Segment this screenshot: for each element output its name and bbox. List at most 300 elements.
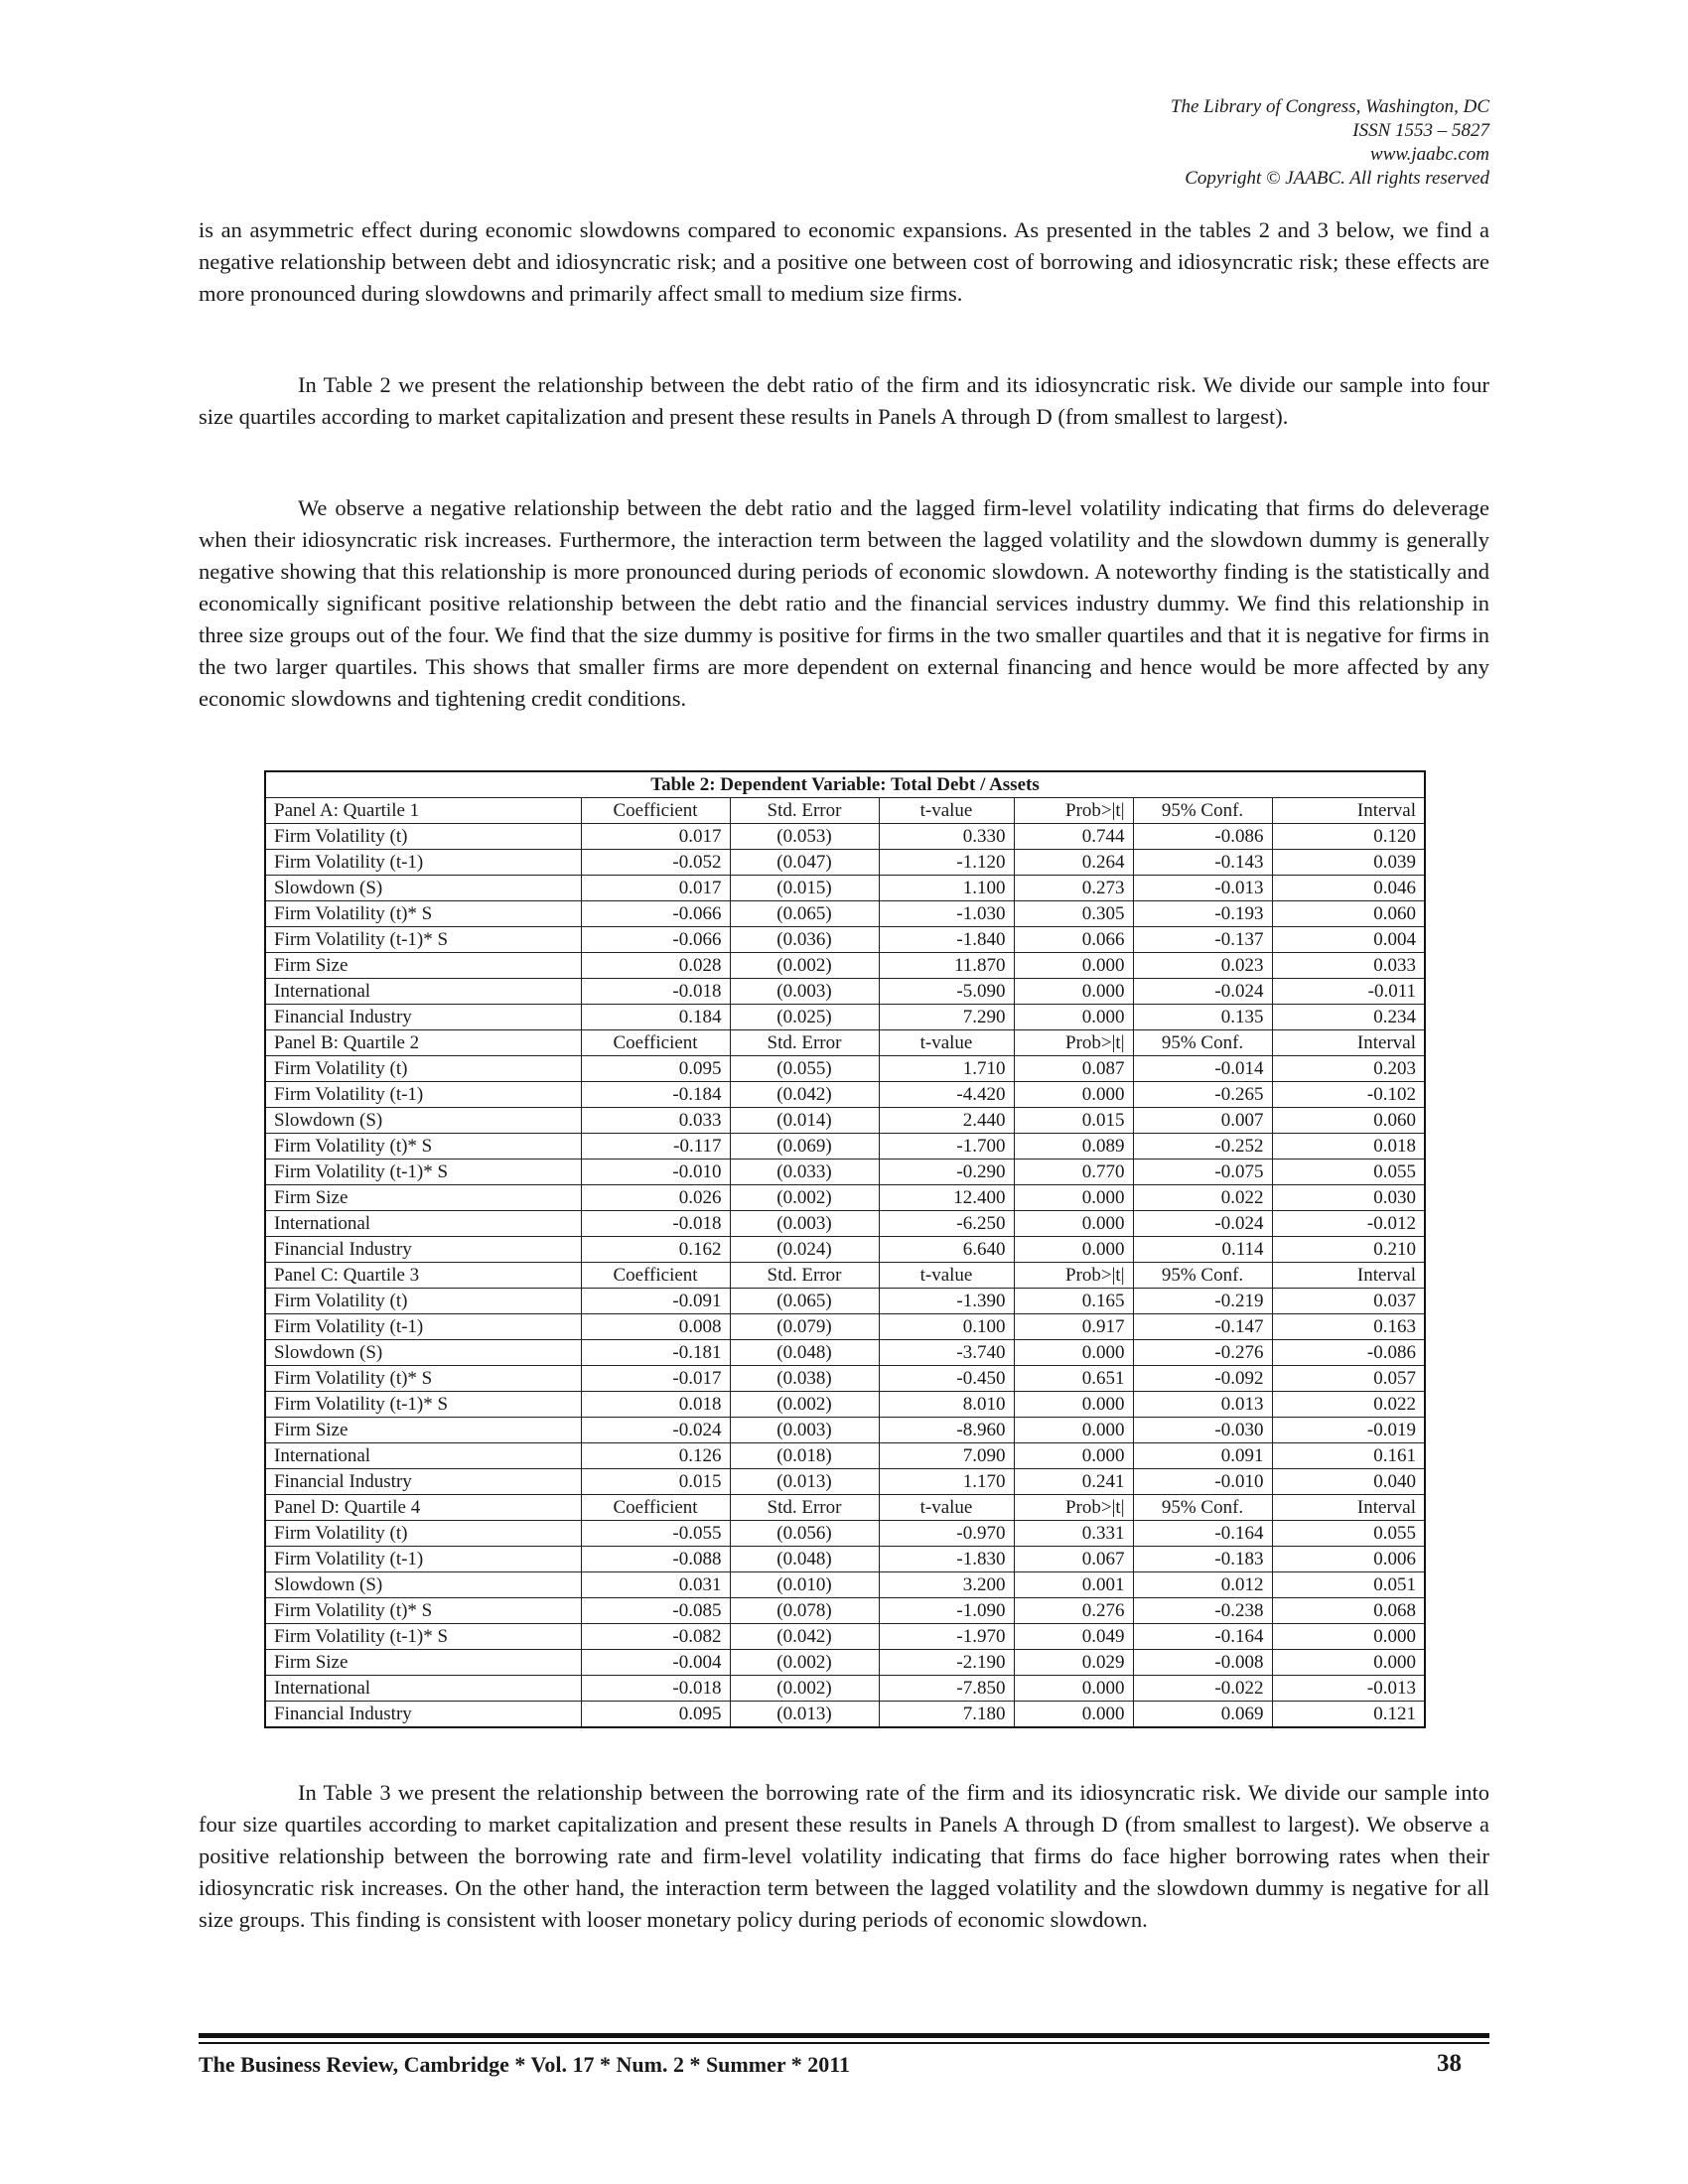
table-cell: -0.082 (581, 1624, 730, 1650)
table-cell: 0.000 (1014, 1082, 1133, 1108)
row-label: Firm Volatility (t-1)* S (265, 927, 581, 953)
table-row (265, 1547, 1425, 1572)
table-cell: 0.770 (1014, 1160, 1133, 1185)
table-cell: -0.086 (1272, 1340, 1425, 1366)
journal-header (1171, 95, 1489, 191)
panel-header-row (265, 1263, 1425, 1289)
table-cell: 0.051 (1272, 1572, 1425, 1598)
row-label: Firm Size (265, 953, 581, 979)
table-cell: 0.273 (1014, 876, 1133, 901)
table-row (265, 1134, 1425, 1160)
table-cell: 0.184 (581, 1005, 730, 1030)
table-cell: 0.013 (1133, 1392, 1272, 1418)
table-cell: 0.004 (1272, 927, 1425, 953)
table-cell: 0.031 (581, 1572, 730, 1598)
paragraph-intro-continuation: is an asymmetric effect during economic slowdowns compared to economic expansions. As presented in the tables 2 and 3 below, we find a negative relationship between debt and idiosyncratic risk; and a positive one between cost of borrowing and idiosyncratic risk; these effects are more pronounced during slowdowns and primarily affect small to medium size firms. (199, 217, 1489, 306)
table-cell: -0.184 (581, 1082, 730, 1108)
table-row (265, 1469, 1425, 1495)
table-cell: (0.002) (730, 1392, 879, 1418)
regression-results-table (264, 770, 1426, 1728)
column-header: t-value (879, 1030, 1014, 1056)
table-cell: (0.002) (730, 1185, 879, 1211)
table-cell: 0.264 (1014, 850, 1133, 876)
row-label: Firm Volatility (t) (265, 1521, 581, 1547)
table-cell: 0.017 (581, 876, 730, 901)
table-cell: 0.012 (1133, 1572, 1272, 1598)
table-cell: 0.057 (1272, 1366, 1425, 1392)
table-cell: -0.004 (581, 1650, 730, 1676)
table-cell: -0.091 (581, 1289, 730, 1314)
table-cell: 0.089 (1014, 1134, 1133, 1160)
table-cell: 0.000 (1272, 1624, 1425, 1650)
table-row (265, 1160, 1425, 1185)
table-cell: 0.030 (1272, 1185, 1425, 1211)
table-cell: 0.015 (581, 1469, 730, 1495)
table-row (265, 1211, 1425, 1237)
header-website-line: www.jaabc.com (1370, 144, 1489, 165)
header-issn-line: ISSN 1553 – 5827 (1352, 120, 1489, 141)
table-cell: -0.088 (581, 1547, 730, 1572)
table-cell: (0.048) (730, 1340, 879, 1366)
table-cell: 0.165 (1014, 1289, 1133, 1314)
row-label: International (265, 979, 581, 1005)
table-cell: 1.710 (879, 1056, 1014, 1082)
row-label: Financial Industry (265, 1469, 581, 1495)
table-cell: 0.095 (581, 1702, 730, 1728)
table-cell: -0.450 (879, 1366, 1014, 1392)
table-cell: -0.086 (1133, 824, 1272, 850)
table-row (265, 1676, 1425, 1702)
column-header: Coefficient (581, 1030, 730, 1056)
table-row (265, 1521, 1425, 1547)
table-cell: (0.055) (730, 1056, 879, 1082)
table-cell: -7.850 (879, 1676, 1014, 1702)
table-cell: 0.305 (1014, 901, 1133, 927)
table-cell: 0.022 (1272, 1392, 1425, 1418)
table-cell: (0.003) (730, 1418, 879, 1443)
table-cell: 11.870 (879, 953, 1014, 979)
table-cell: -0.970 (879, 1521, 1014, 1547)
table-cell: (0.013) (730, 1702, 879, 1728)
table-cell: -0.010 (581, 1160, 730, 1185)
table-row (265, 1702, 1425, 1728)
table-cell: -1.030 (879, 901, 1014, 927)
table-row (265, 953, 1425, 979)
table-cell: 0.091 (1133, 1443, 1272, 1469)
table-cell: 0.000 (1014, 1702, 1133, 1728)
table-cell: 12.400 (879, 1185, 1014, 1211)
column-header: 95% Conf. (1133, 798, 1272, 824)
row-label: Firm Volatility (t-1) (265, 1082, 581, 1108)
row-label: Financial Industry (265, 1005, 581, 1030)
table-body (265, 798, 1425, 1728)
table-cell: (0.047) (730, 850, 879, 876)
table-cell: 0.330 (879, 824, 1014, 850)
table-cell: -0.014 (1133, 1056, 1272, 1082)
table-cell: (0.002) (730, 953, 879, 979)
table-cell: 0.120 (1272, 824, 1425, 850)
table-row (265, 1056, 1425, 1082)
table-cell: 0.276 (1014, 1598, 1133, 1624)
row-label: Firm Volatility (t-1)* S (265, 1392, 581, 1418)
row-label: Financial Industry (265, 1702, 581, 1728)
table-row (265, 1418, 1425, 1443)
table-cell: -0.102 (1272, 1082, 1425, 1108)
table-cell: -0.290 (879, 1160, 1014, 1185)
results-table-container (264, 770, 1424, 1728)
table-cell: 0.037 (1272, 1289, 1425, 1314)
table-cell: (0.003) (730, 1211, 879, 1237)
table-cell: -0.013 (1133, 876, 1272, 901)
table-cell: 7.290 (879, 1005, 1014, 1030)
table-cell: 0.055 (1272, 1160, 1425, 1185)
table-cell: 0.023 (1133, 953, 1272, 979)
column-header: Interval (1272, 1263, 1425, 1289)
table-cell: 0.210 (1272, 1237, 1425, 1263)
table-cell: 0.069 (1133, 1702, 1272, 1728)
header-copyright-line: Copyright © JAABC. All rights reserved (1185, 168, 1489, 189)
column-header: Std. Error (730, 1495, 879, 1521)
table-cell: 0.018 (1272, 1134, 1425, 1160)
table-cell: -1.830 (879, 1547, 1014, 1572)
table-cell: -0.117 (581, 1134, 730, 1160)
column-header: Prob>|t| (1014, 1030, 1133, 1056)
column-header: 95% Conf. (1133, 1495, 1272, 1521)
table-cell: 0.060 (1272, 901, 1425, 927)
table-cell: 0.068 (1272, 1598, 1425, 1624)
table-cell: 3.200 (879, 1572, 1014, 1598)
table-cell: (0.025) (730, 1005, 879, 1030)
table-row (265, 1650, 1425, 1676)
table-cell: -0.018 (581, 1211, 730, 1237)
row-label: Firm Volatility (t)* S (265, 1598, 581, 1624)
table-cell: 0.008 (581, 1314, 730, 1340)
column-header: Prob>|t| (1014, 1495, 1133, 1521)
row-label: Firm Volatility (t) (265, 824, 581, 850)
table-cell: 0.135 (1133, 1005, 1272, 1030)
table-cell: -0.010 (1133, 1469, 1272, 1495)
table-cell: (0.014) (730, 1108, 879, 1134)
table-cell: (0.065) (730, 901, 879, 927)
table-cell: -6.250 (879, 1211, 1014, 1237)
table-row (265, 876, 1425, 901)
table-cell: (0.013) (730, 1469, 879, 1495)
row-label: Firm Size (265, 1185, 581, 1211)
table-cell: -0.012 (1272, 1211, 1425, 1237)
table-cell: 0.066 (1014, 927, 1133, 953)
table-cell: -0.164 (1133, 1521, 1272, 1547)
table-cell: (0.003) (730, 979, 879, 1005)
table-cell: (0.010) (730, 1572, 879, 1598)
table-cell: 0.161 (1272, 1443, 1425, 1469)
table-cell: 8.010 (879, 1392, 1014, 1418)
table-cell: -0.008 (1133, 1650, 1272, 1676)
table-row (265, 1237, 1425, 1263)
table-cell: -5.090 (879, 979, 1014, 1005)
table-cell: (0.079) (730, 1314, 879, 1340)
table-cell: -3.740 (879, 1340, 1014, 1366)
table-cell: (0.036) (730, 927, 879, 953)
table-row (265, 1082, 1425, 1108)
paragraph-table3-intro: In Table 3 we present the relationship between the borrowing rate of the firm and its idiosyncratic risk. We divide our sample into four size quartiles according to market capitalization and present these results in Panels A through D (from smallest to largest). We observe a positive relationship between the borrowing rate and firm-level volatility indicating that firms do face higher borrowing rates when their idiosyncratic risk increases. On the other hand, the interaction term between the lagged volatility and the slowdown dummy is negative for all size groups. This finding is consistent with looser monetary policy during periods of economic slowdown. (199, 1780, 1489, 1932)
paragraph-table2-findings: We observe a negative relationship between the debt ratio and the lagged firm-level volatility indicating that firms do deleverage when their idiosyncratic risk increases. Furthermore, the interaction term between the lagged volatility and the slowdown dummy is generally negative showing that this relationship is more pronounced during periods of economic slowdown. A noteworthy finding is the statistically and economically significant positive relationship between the debt ratio and the financial services industry dummy. We find this relationship in three size groups out of the four. We find that the size dummy is positive for firms in the two smaller quartiles and that it is negative for firms in the two larger quartiles. This shows that smaller firms are more dependent on external financing and hence would be more affected by any economic slowdowns and tightening credit conditions. (199, 495, 1489, 711)
panel-header-row (265, 1495, 1425, 1521)
table-row (265, 1366, 1425, 1392)
table-cell: -0.018 (581, 1676, 730, 1702)
table-cell: -0.164 (1133, 1624, 1272, 1650)
table-row (265, 927, 1425, 953)
table-row (265, 1185, 1425, 1211)
table-cell: -0.030 (1133, 1418, 1272, 1443)
table-cell: 0.006 (1272, 1547, 1425, 1572)
table-cell: 0.000 (1014, 1418, 1133, 1443)
table-cell: -0.085 (581, 1598, 730, 1624)
table-cell: -0.066 (581, 901, 730, 927)
table-cell: 0.000 (1014, 979, 1133, 1005)
footer-journal-citation: The Business Review, Cambridge * Vol. 17 * Num. 2 * Summer * 2011 (199, 2052, 850, 2077)
table-cell: (0.033) (730, 1160, 879, 1185)
row-label: Firm Volatility (t)* S (265, 1366, 581, 1392)
table-cell: -0.238 (1133, 1598, 1272, 1624)
column-header: Interval (1272, 1495, 1425, 1521)
column-header: Std. Error (730, 1030, 879, 1056)
column-header: t-value (879, 1263, 1014, 1289)
row-label: International (265, 1676, 581, 1702)
table-cell: 0.000 (1014, 1237, 1133, 1263)
row-label: Financial Industry (265, 1237, 581, 1263)
table-cell: 0.114 (1133, 1237, 1272, 1263)
table-cell: -0.183 (1133, 1547, 1272, 1572)
table-cell: 0.000 (1014, 1005, 1133, 1030)
table-cell: 0.026 (581, 1185, 730, 1211)
table-row (265, 901, 1425, 927)
table-cell: 0.039 (1272, 850, 1425, 876)
row-label: Firm Volatility (t) (265, 1289, 581, 1314)
row-label: Slowdown (S) (265, 1572, 581, 1598)
column-header: 95% Conf. (1133, 1263, 1272, 1289)
row-label: Slowdown (S) (265, 1340, 581, 1366)
table-row (265, 1572, 1425, 1598)
column-header: Std. Error (730, 1263, 879, 1289)
header-library-line: The Library of Congress, Washington, DC (1170, 96, 1489, 117)
table-cell: (0.056) (730, 1521, 879, 1547)
row-label: Firm Volatility (t)* S (265, 1134, 581, 1160)
table-cell: -0.193 (1133, 901, 1272, 927)
row-label: Slowdown (S) (265, 876, 581, 901)
panel-title: Panel B: Quartile 2 (265, 1030, 581, 1056)
table-cell: -0.022 (1133, 1676, 1272, 1702)
panel-title: Panel D: Quartile 4 (265, 1495, 581, 1521)
table-cell: -0.011 (1272, 979, 1425, 1005)
row-label: International (265, 1211, 581, 1237)
table-cell: -0.147 (1133, 1314, 1272, 1340)
table-cell: 7.180 (879, 1702, 1014, 1728)
table-cell: -0.017 (581, 1366, 730, 1392)
table-cell: 0.015 (1014, 1108, 1133, 1134)
table-cell: 0.162 (581, 1237, 730, 1263)
row-label: Firm Size (265, 1650, 581, 1676)
table-cell: -0.019 (1272, 1418, 1425, 1443)
table-cell: 0.121 (1272, 1702, 1425, 1728)
table-cell: 0.241 (1014, 1469, 1133, 1495)
table-row (265, 1598, 1425, 1624)
table-cell: 0.033 (581, 1108, 730, 1134)
table-cell: (0.018) (730, 1443, 879, 1469)
table-row (265, 1340, 1425, 1366)
table-cell: 0.001 (1014, 1572, 1133, 1598)
table-cell: 1.170 (879, 1469, 1014, 1495)
table-cell: -0.024 (1133, 979, 1272, 1005)
row-label: Firm Volatility (t) (265, 1056, 581, 1082)
table-cell: (0.002) (730, 1676, 879, 1702)
table-cell: (0.002) (730, 1650, 879, 1676)
table-cell: -0.024 (581, 1418, 730, 1443)
table-cell: 0.029 (1014, 1650, 1133, 1676)
table-cell: (0.069) (730, 1134, 879, 1160)
table-cell: -0.252 (1133, 1134, 1272, 1160)
table-cell: 0.163 (1272, 1314, 1425, 1340)
table-cell: 7.090 (879, 1443, 1014, 1469)
column-header: Coefficient (581, 1263, 730, 1289)
column-header: Prob>|t| (1014, 798, 1133, 824)
table-cell: -0.024 (1133, 1211, 1272, 1237)
table-cell: 0.000 (1014, 953, 1133, 979)
table-cell: -0.276 (1133, 1340, 1272, 1366)
panel-header-row (265, 1030, 1425, 1056)
column-header: Std. Error (730, 798, 879, 824)
table-cell: -0.143 (1133, 850, 1272, 876)
row-label: Firm Volatility (t-1) (265, 850, 581, 876)
table-cell: -8.960 (879, 1418, 1014, 1443)
table-cell: (0.048) (730, 1547, 879, 1572)
table-row (265, 1392, 1425, 1418)
column-header: Coefficient (581, 1495, 730, 1521)
table-cell: -1.970 (879, 1624, 1014, 1650)
table-cell: (0.078) (730, 1598, 879, 1624)
column-header: 95% Conf. (1133, 1030, 1272, 1056)
row-label: Firm Volatility (t-1)* S (265, 1624, 581, 1650)
table-cell: 0.046 (1272, 876, 1425, 901)
table-cell: -0.181 (581, 1340, 730, 1366)
panel-header-row (265, 798, 1425, 824)
table-cell: 0.033 (1272, 953, 1425, 979)
footer-thick-rule (199, 2033, 1489, 2038)
table-cell: 0.000 (1014, 1185, 1133, 1211)
table-cell: 0.203 (1272, 1056, 1425, 1082)
table-cell: -1.390 (879, 1289, 1014, 1314)
table-cell: (0.015) (730, 876, 879, 901)
table-cell: (0.042) (730, 1082, 879, 1108)
table-cell: 0.744 (1014, 824, 1133, 850)
table-cell: -0.055 (581, 1521, 730, 1547)
table-cell: -0.018 (581, 979, 730, 1005)
table-cell: 0.095 (581, 1056, 730, 1082)
table-cell: 0.018 (581, 1392, 730, 1418)
table-row (265, 1624, 1425, 1650)
table-cell: -1.840 (879, 927, 1014, 953)
table-cell: 0.007 (1133, 1108, 1272, 1134)
table-cell: 0.126 (581, 1443, 730, 1469)
table-cell: 0.917 (1014, 1314, 1133, 1340)
table-caption: Table 2: Dependent Variable: Total Debt / Assets (265, 771, 1425, 798)
table-cell: 0.087 (1014, 1056, 1133, 1082)
table-cell: 0.000 (1272, 1650, 1425, 1676)
table-cell: 0.234 (1272, 1005, 1425, 1030)
table-row (265, 1443, 1425, 1469)
table-cell: -2.190 (879, 1650, 1014, 1676)
column-header: t-value (879, 798, 1014, 824)
panel-title: Panel C: Quartile 3 (265, 1263, 581, 1289)
table-cell: -0.265 (1133, 1082, 1272, 1108)
table-cell: (0.038) (730, 1366, 879, 1392)
table-cell: (0.065) (730, 1289, 879, 1314)
table-row (265, 824, 1425, 850)
table-cell: -1.700 (879, 1134, 1014, 1160)
table-cell: -0.013 (1272, 1676, 1425, 1702)
table-cell: -0.219 (1133, 1289, 1272, 1314)
table-row (265, 1289, 1425, 1314)
table-cell: -0.066 (581, 927, 730, 953)
table-cell: 0.028 (581, 953, 730, 979)
table-cell: 0.067 (1014, 1547, 1133, 1572)
page-number: 38 (1437, 2050, 1462, 2077)
row-label: Firm Volatility (t-1) (265, 1314, 581, 1340)
column-header: Interval (1272, 798, 1425, 824)
table-cell: 0.022 (1133, 1185, 1272, 1211)
row-label: Firm Size (265, 1418, 581, 1443)
row-label: Firm Volatility (t-1) (265, 1547, 581, 1572)
table-cell: 0.651 (1014, 1366, 1133, 1392)
footer-thin-rule (199, 2042, 1489, 2044)
row-label: Firm Volatility (t)* S (265, 901, 581, 927)
table-cell: 0.000 (1014, 1443, 1133, 1469)
table-cell: 0.055 (1272, 1521, 1425, 1547)
table-cell: -0.075 (1133, 1160, 1272, 1185)
table-row (265, 979, 1425, 1005)
table-row (265, 1314, 1425, 1340)
table-row (265, 1108, 1425, 1134)
column-header: Interval (1272, 1030, 1425, 1056)
paragraph-table2-intro: In Table 2 we present the relationship between the debt ratio of the firm and its idiosyncratic risk. We divide our sample into four size quartiles according to market capitalization and present these results in Panels A through D (from smallest to largest). (199, 372, 1489, 429)
table-cell: 6.640 (879, 1237, 1014, 1263)
table-cell: (0.024) (730, 1237, 879, 1263)
table-row (265, 850, 1425, 876)
table-cell: 2.440 (879, 1108, 1014, 1134)
table-cell: 0.331 (1014, 1521, 1133, 1547)
table-cell: 0.100 (879, 1314, 1014, 1340)
table-cell: -0.052 (581, 850, 730, 876)
table-cell: -0.092 (1133, 1366, 1272, 1392)
table-cell: (0.042) (730, 1624, 879, 1650)
row-label: Firm Volatility (t-1)* S (265, 1160, 581, 1185)
column-header: Prob>|t| (1014, 1263, 1133, 1289)
table-cell: 0.049 (1014, 1624, 1133, 1650)
table-cell: -1.120 (879, 850, 1014, 876)
table-cell: 0.000 (1014, 1676, 1133, 1702)
table-cell: 0.060 (1272, 1108, 1425, 1134)
column-header: t-value (879, 1495, 1014, 1521)
table-cell: (0.053) (730, 824, 879, 850)
table-row (265, 1005, 1425, 1030)
panel-title: Panel A: Quartile 1 (265, 798, 581, 824)
table-cell: 0.000 (1014, 1392, 1133, 1418)
row-label: International (265, 1443, 581, 1469)
table-cell: 0.000 (1014, 1340, 1133, 1366)
table-cell: 0.017 (581, 824, 730, 850)
table-cell: -0.137 (1133, 927, 1272, 953)
table-cell: 1.100 (879, 876, 1014, 901)
table-cell: 0.000 (1014, 1211, 1133, 1237)
